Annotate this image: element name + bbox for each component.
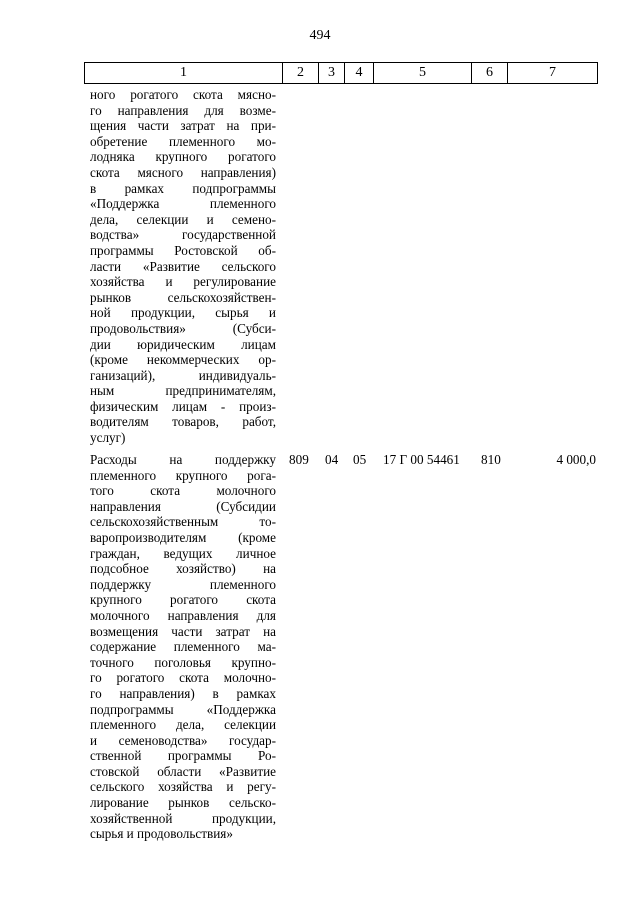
- text-line: скота мясного направления): [90, 164, 276, 180]
- text-line: ганизаций), индивидуаль-: [90, 367, 276, 383]
- row2-col4-value: 05: [353, 452, 367, 467]
- header-col-7: 7: [549, 65, 556, 80]
- text-line: поддержку племенного: [90, 576, 276, 592]
- text-line: ного рогатого скота мясно-: [90, 87, 276, 102]
- text-line: молочного направления для: [90, 607, 276, 623]
- text-line: подпрограммы «Поддержка: [90, 701, 276, 717]
- text-line: (кроме некоммерческих ор-: [90, 352, 276, 368]
- text-line: го направления) в рамках: [90, 685, 276, 701]
- text-line: содержание племенного ма-: [90, 639, 276, 655]
- page-number: 494: [309, 28, 331, 43]
- text-line: водства» государственной: [90, 227, 276, 243]
- row2-col3-value: 04: [325, 452, 339, 467]
- text-line: сырья и продовольствия»: [90, 826, 233, 842]
- text-line: водителям товаров, работ,: [90, 414, 276, 430]
- header-col-5: 5: [374, 63, 472, 83]
- text-line: ласти «Развитие сельского: [90, 258, 276, 274]
- text-line: услуг): [90, 430, 126, 446]
- text-line: лирование рынков сельско-: [90, 795, 276, 811]
- text-line: того скота молочного: [90, 483, 276, 499]
- text-line: направления (Субсидии: [90, 498, 276, 514]
- text-line: возмещения части затрат на: [90, 623, 276, 639]
- row2-col6-value: 810: [481, 452, 501, 467]
- text-line: обретение племенного мо-: [90, 133, 276, 149]
- text-line: варопроизводителям (кроме: [90, 529, 276, 545]
- header-col-6: 6: [472, 63, 508, 83]
- text-line: племенного дела, селекции: [90, 717, 276, 733]
- text-line: лодняка крупного рогатого: [90, 149, 276, 165]
- text-line: ственной программы Ро-: [90, 748, 276, 764]
- text-line: подсобное хозяйство) на: [90, 561, 276, 577]
- text-line: «Поддержка племенного: [90, 196, 276, 212]
- text-line: физическим лицам - произ-: [90, 398, 276, 414]
- text-line: крупного рогатого скота: [90, 592, 276, 608]
- header-col-3: 3: [319, 63, 345, 83]
- text-line: программы Ростовской об-: [90, 242, 276, 258]
- header-col-1: 1: [85, 63, 283, 83]
- text-line: хозяйства и регулирование: [90, 274, 276, 290]
- text-line: ным предпринимателям,: [90, 383, 276, 399]
- text-line: Расходы на поддержку: [90, 452, 276, 467]
- text-line: племенного крупного рога-: [90, 467, 276, 483]
- text-line: го направления для возме-: [90, 102, 276, 118]
- header-col-4: 4: [345, 63, 374, 83]
- text-line: сельскохозяйственным то-: [90, 514, 276, 530]
- row2-col2-value: 809: [289, 452, 309, 467]
- text-line: в рамках подпрограммы: [90, 180, 276, 196]
- text-line: дии юридическим лицам: [90, 336, 276, 352]
- text-line: граждан, ведущих личное: [90, 545, 276, 561]
- row1-description: [90, 87, 276, 446]
- text-line: продовольствия» (Субси-: [90, 320, 276, 336]
- text-line: дела, селекции и семено-: [90, 211, 276, 227]
- row2-col5-value: 17 Г 00 54461: [383, 452, 460, 467]
- text-line: хозяйственной продукции,: [90, 810, 276, 826]
- row2-description: [90, 452, 276, 842]
- text-line: ной продукции, сырья и: [90, 305, 276, 321]
- text-line: и семеноводства» государ-: [90, 732, 276, 748]
- table-header-row: [84, 62, 598, 84]
- text-line: го рогатого скота молочно-: [90, 670, 276, 686]
- text-line: точного поголовья крупно-: [90, 654, 276, 670]
- text-line: щения части затрат на при-: [90, 118, 276, 134]
- text-line: сельского хозяйства и регу-: [90, 779, 276, 795]
- text-line: рынков сельскохозяйствен-: [90, 289, 276, 305]
- text-line: стовской области «Развитие: [90, 763, 276, 779]
- header-col-2: 2: [283, 63, 319, 83]
- row2-col7-value: 4 000,0: [556, 452, 596, 467]
